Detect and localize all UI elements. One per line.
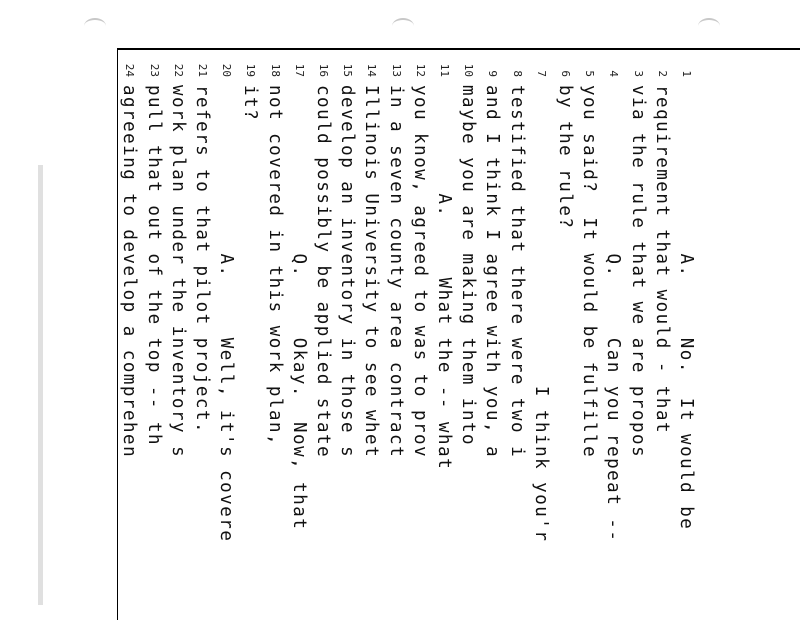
transcript-line: maybe you are making them into (458, 85, 479, 447)
line-number: 19 (244, 63, 258, 77)
line-number: 1 (680, 70, 693, 77)
transcript-line: A. Well, it's covere (216, 85, 237, 543)
transcript-line: work plan under the inventory s (167, 85, 188, 459)
line-number: 12 (413, 63, 427, 77)
transcript-line: you said? It would be fulfille (579, 85, 600, 459)
line-number: 23 (147, 63, 161, 77)
line-number: 10 (462, 63, 476, 77)
punch-hole-left (84, 18, 106, 34)
transcript-line: refers to that pilot project. (192, 85, 212, 435)
transcript-line: A. What the -- what (434, 85, 454, 471)
line-number: 21 (196, 63, 209, 77)
line-number: 8 (510, 70, 524, 77)
transcript-line: it? (240, 85, 261, 122)
line-number: 11 (438, 63, 451, 77)
punch-hole-center (392, 18, 414, 34)
line-number: 22 (171, 63, 185, 77)
transcript-line: A. No. It would be (676, 85, 696, 531)
transcript-line: and I think I agree with you, a (482, 85, 503, 459)
line-number: 15 (341, 63, 355, 77)
transcript-line: agreeing to develop a comprehen (119, 85, 140, 459)
transcript-line: via the rule that we are propos (627, 85, 648, 459)
line-number: 2 (655, 70, 669, 77)
transcript-line: by the rule? (555, 85, 575, 230)
transcript-line: Illinois University to see whet (361, 85, 382, 459)
line-number: 13 (389, 63, 403, 77)
line-number: 4 (607, 70, 621, 77)
transcript-lines (118, 63, 698, 620)
transcript-line: could possibly be applied state (313, 85, 333, 459)
transcript-page (117, 48, 800, 620)
transcript-line: requirement that would - that (651, 85, 672, 435)
line-number: 17 (292, 63, 306, 77)
line-number: 18 (268, 63, 282, 77)
line-number: 20 (220, 63, 234, 77)
transcript-line: in a seven county area contract (385, 85, 406, 459)
line-number: 5 (583, 70, 597, 77)
transcript-line: Q. Can you repeat -- (603, 85, 624, 543)
transcript-line: you know, agreed to was to prov (409, 85, 430, 459)
line-number: 16 (317, 63, 330, 77)
transcript-line: develop an inventory in those s (337, 85, 358, 459)
transcript-line: I think you'r (530, 85, 551, 543)
transcript-line: pull that out of the top -- th (143, 85, 164, 447)
line-number: 7 (534, 70, 548, 77)
transcript-line: Q. Okay. Now, that (288, 85, 309, 531)
line-number: 3 (631, 70, 645, 77)
line-number: 6 (559, 70, 572, 77)
punch-hole-right (698, 18, 720, 34)
transcript-line: not covered in this work plan, (264, 85, 285, 447)
line-number: 9 (486, 70, 500, 77)
line-number: 14 (365, 63, 379, 77)
scan-edge-shadow (38, 165, 43, 605)
line-number: 24 (123, 63, 137, 77)
transcript-line: testified that there were two i (506, 85, 527, 459)
